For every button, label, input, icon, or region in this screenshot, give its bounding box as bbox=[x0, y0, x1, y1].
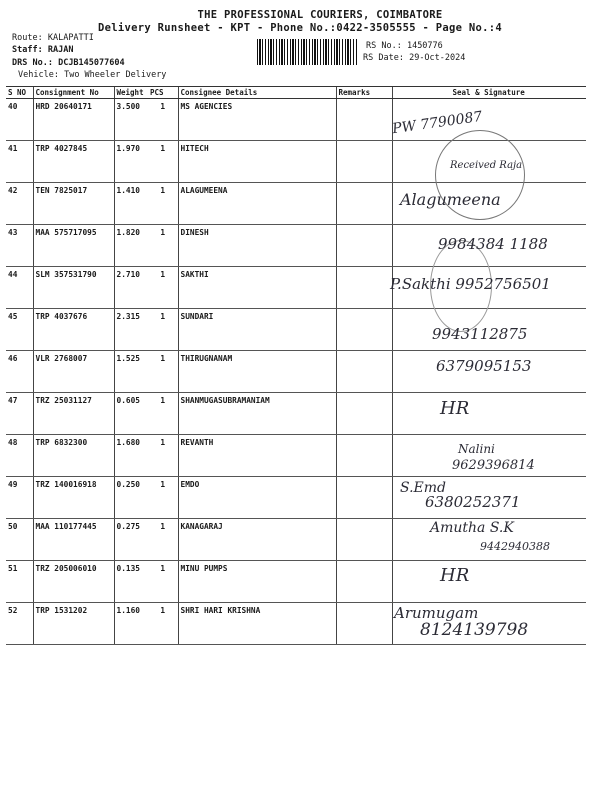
vehicle-line bbox=[18, 70, 166, 80]
cell-consignee: HITECH bbox=[178, 141, 336, 183]
cell-pcs: 1 bbox=[148, 141, 178, 183]
col-header-sno: S NO bbox=[6, 87, 33, 99]
cell-consignee: REVANTH bbox=[178, 435, 336, 477]
col-header-consignment: Consignment No bbox=[33, 87, 114, 99]
cell-consignee: KANAGARAJ bbox=[178, 519, 336, 561]
cell-consignee: SHRI HARI KRISHNA bbox=[178, 603, 336, 645]
vehicle-value: Two Wheeler Delivery bbox=[64, 70, 167, 80]
cell-consignee: SAKTHI bbox=[178, 267, 336, 309]
cell-pcs: 1 bbox=[148, 309, 178, 351]
cell-sno: 41 bbox=[6, 141, 33, 183]
cell-consignee: THIRUGNANAM bbox=[178, 351, 336, 393]
cell-pcs: 1 bbox=[148, 225, 178, 267]
signature-row-48-name: Nalini bbox=[458, 442, 495, 456]
cell-sno: 43 bbox=[6, 225, 33, 267]
cell-remarks bbox=[336, 435, 392, 477]
cell-consignment: TRP 4027845 bbox=[33, 141, 114, 183]
rs-no-value: 1450776 bbox=[406, 41, 443, 51]
cell-weight: 0.135 bbox=[114, 561, 148, 603]
cell-consignment: MAA 110177445 bbox=[33, 519, 114, 561]
cell-weight: 0.605 bbox=[114, 393, 148, 435]
staff-label: Staff: bbox=[12, 45, 43, 55]
cell-consignment: TRZ 140016918 bbox=[33, 477, 114, 519]
table-row bbox=[6, 393, 586, 435]
cell-consignee: MS AGENCIES bbox=[178, 99, 336, 141]
staff-line bbox=[12, 45, 73, 55]
cell-remarks bbox=[336, 309, 392, 351]
staff-value: RAJAN bbox=[47, 45, 74, 55]
route-label: Route: bbox=[12, 33, 43, 43]
signature-row-42: Alagumeena bbox=[400, 190, 501, 209]
cell-consignment: HRD 20640171 bbox=[33, 99, 114, 141]
cell-remarks bbox=[336, 561, 392, 603]
cell-weight: 1.410 bbox=[114, 183, 148, 225]
table-row bbox=[6, 561, 586, 603]
cell-remarks bbox=[336, 99, 392, 141]
cell-sno: 46 bbox=[6, 351, 33, 393]
signature-row-46: 6379095153 bbox=[436, 357, 532, 375]
cell-weight: 3.500 bbox=[114, 99, 148, 141]
stamp-received-text: Received Raja bbox=[450, 160, 523, 171]
signature-row-52-name: Arumugam bbox=[394, 604, 479, 622]
cell-weight: 2.315 bbox=[114, 309, 148, 351]
barcode-image bbox=[257, 39, 357, 65]
signature-row-45: 9943112875 bbox=[432, 325, 528, 343]
cell-pcs: 1 bbox=[148, 561, 178, 603]
vehicle-label: Vehicle: bbox=[18, 70, 59, 80]
cell-remarks bbox=[336, 477, 392, 519]
cell-consignee: MINU PUMPS bbox=[178, 561, 336, 603]
rs-date-line bbox=[363, 53, 465, 63]
signature-row-50-phone: 9442940388 bbox=[480, 540, 550, 553]
cell-consignment: SLM 357531790 bbox=[33, 267, 114, 309]
table-header-row bbox=[6, 87, 586, 99]
cell-sno: 45 bbox=[6, 309, 33, 351]
cell-remarks bbox=[336, 519, 392, 561]
cell-sno: 49 bbox=[6, 477, 33, 519]
cell-pcs: 1 bbox=[148, 477, 178, 519]
cell-sno: 48 bbox=[6, 435, 33, 477]
cell-weight: 1.820 bbox=[114, 225, 148, 267]
rs-no-label: RS No.: bbox=[366, 41, 402, 51]
cell-pcs: 1 bbox=[148, 99, 178, 141]
cell-consignment: TRP 6832300 bbox=[33, 435, 114, 477]
cell-weight: 1.970 bbox=[114, 141, 148, 183]
col-header-signature: Seal & Signature bbox=[392, 87, 586, 99]
cell-remarks bbox=[336, 603, 392, 645]
route-line bbox=[12, 33, 94, 43]
cell-weight: 2.710 bbox=[114, 267, 148, 309]
drs-value: DCJB145077604 bbox=[58, 58, 125, 68]
drs-label: DRS No.: bbox=[12, 58, 53, 68]
cell-consignee: DINESH bbox=[178, 225, 336, 267]
cell-remarks bbox=[336, 141, 392, 183]
cell-remarks bbox=[336, 267, 392, 309]
cell-consignee: ALAGUMEENA bbox=[178, 183, 336, 225]
cell-pcs: 1 bbox=[148, 351, 178, 393]
signature-row-47: HR bbox=[440, 398, 470, 419]
cell-pcs: 1 bbox=[148, 393, 178, 435]
cell-weight: 1.525 bbox=[114, 351, 148, 393]
route-value: KALAPATTI bbox=[47, 33, 94, 43]
signature-row-40: PW 7790087 bbox=[391, 108, 484, 138]
col-header-pcs: PCS bbox=[148, 87, 178, 99]
rs-date-value: 29-Oct-2024 bbox=[409, 53, 466, 63]
cell-consignment: TRP 4037676 bbox=[33, 309, 114, 351]
cell-sno: 40 bbox=[6, 99, 33, 141]
cell-consignment: TRZ 205006010 bbox=[33, 561, 114, 603]
cell-pcs: 1 bbox=[148, 519, 178, 561]
cell-consignment: TRP 1531202 bbox=[33, 603, 114, 645]
cell-consignment: MAA 575717095 bbox=[33, 225, 114, 267]
signature-row-52-phone: 8124139798 bbox=[420, 620, 529, 640]
signature-row-50-name: Amutha S.K bbox=[430, 520, 514, 536]
cell-pcs: 1 bbox=[148, 603, 178, 645]
cell-sno: 42 bbox=[6, 183, 33, 225]
cell-remarks bbox=[336, 225, 392, 267]
signature-row-48-phone: 9629396814 bbox=[452, 458, 535, 473]
cell-sno: 51 bbox=[6, 561, 33, 603]
cell-sno: 52 bbox=[6, 603, 33, 645]
cell-weight: 0.275 bbox=[114, 519, 148, 561]
cell-remarks bbox=[336, 351, 392, 393]
cell-signature bbox=[392, 393, 586, 435]
cell-consignee: SHANMUGASUBRAMANIAM bbox=[178, 393, 336, 435]
company-title: THE PROFESSIONAL COURIERS, COIMBATORE bbox=[197, 9, 443, 21]
cell-consignee: EMDO bbox=[178, 477, 336, 519]
cell-pcs: 1 bbox=[148, 267, 178, 309]
runsheet-subtitle: Delivery Runsheet - KPT - Phone No.:0422-3505555 - Page No.:4 bbox=[98, 22, 502, 34]
rs-no-line bbox=[366, 41, 443, 51]
cell-pcs: 1 bbox=[148, 183, 178, 225]
signature-row-49-phone: 6380252371 bbox=[425, 493, 521, 511]
cell-consignment: TEN 7825017 bbox=[33, 183, 114, 225]
cell-weight: 1.160 bbox=[114, 603, 148, 645]
col-header-remarks: Remarks bbox=[336, 87, 392, 99]
cell-pcs: 1 bbox=[148, 435, 178, 477]
cell-consignment: TRZ 25031127 bbox=[33, 393, 114, 435]
signature-row-43: 9984384 1188 bbox=[438, 235, 548, 253]
cell-remarks bbox=[336, 183, 392, 225]
cell-weight: 0.250 bbox=[114, 477, 148, 519]
signature-row-51: HR bbox=[440, 565, 470, 586]
drs-line bbox=[12, 58, 125, 68]
cell-remarks bbox=[336, 393, 392, 435]
cell-consignee: SUNDARI bbox=[178, 309, 336, 351]
col-header-consignee: Consignee Details bbox=[178, 87, 336, 99]
signature-row-49-name: S.Emd bbox=[400, 480, 446, 496]
cell-sno: 47 bbox=[6, 393, 33, 435]
rs-date-label: RS Date: bbox=[363, 53, 404, 63]
cell-consignment: VLR 2768007 bbox=[33, 351, 114, 393]
signature-row-44: P.Sakthi 9952756501 bbox=[390, 275, 551, 293]
cell-sno: 50 bbox=[6, 519, 33, 561]
cell-signature bbox=[392, 561, 586, 603]
col-header-weight: Weight bbox=[114, 87, 148, 99]
cell-sno: 44 bbox=[6, 267, 33, 309]
cell-weight: 1.680 bbox=[114, 435, 148, 477]
